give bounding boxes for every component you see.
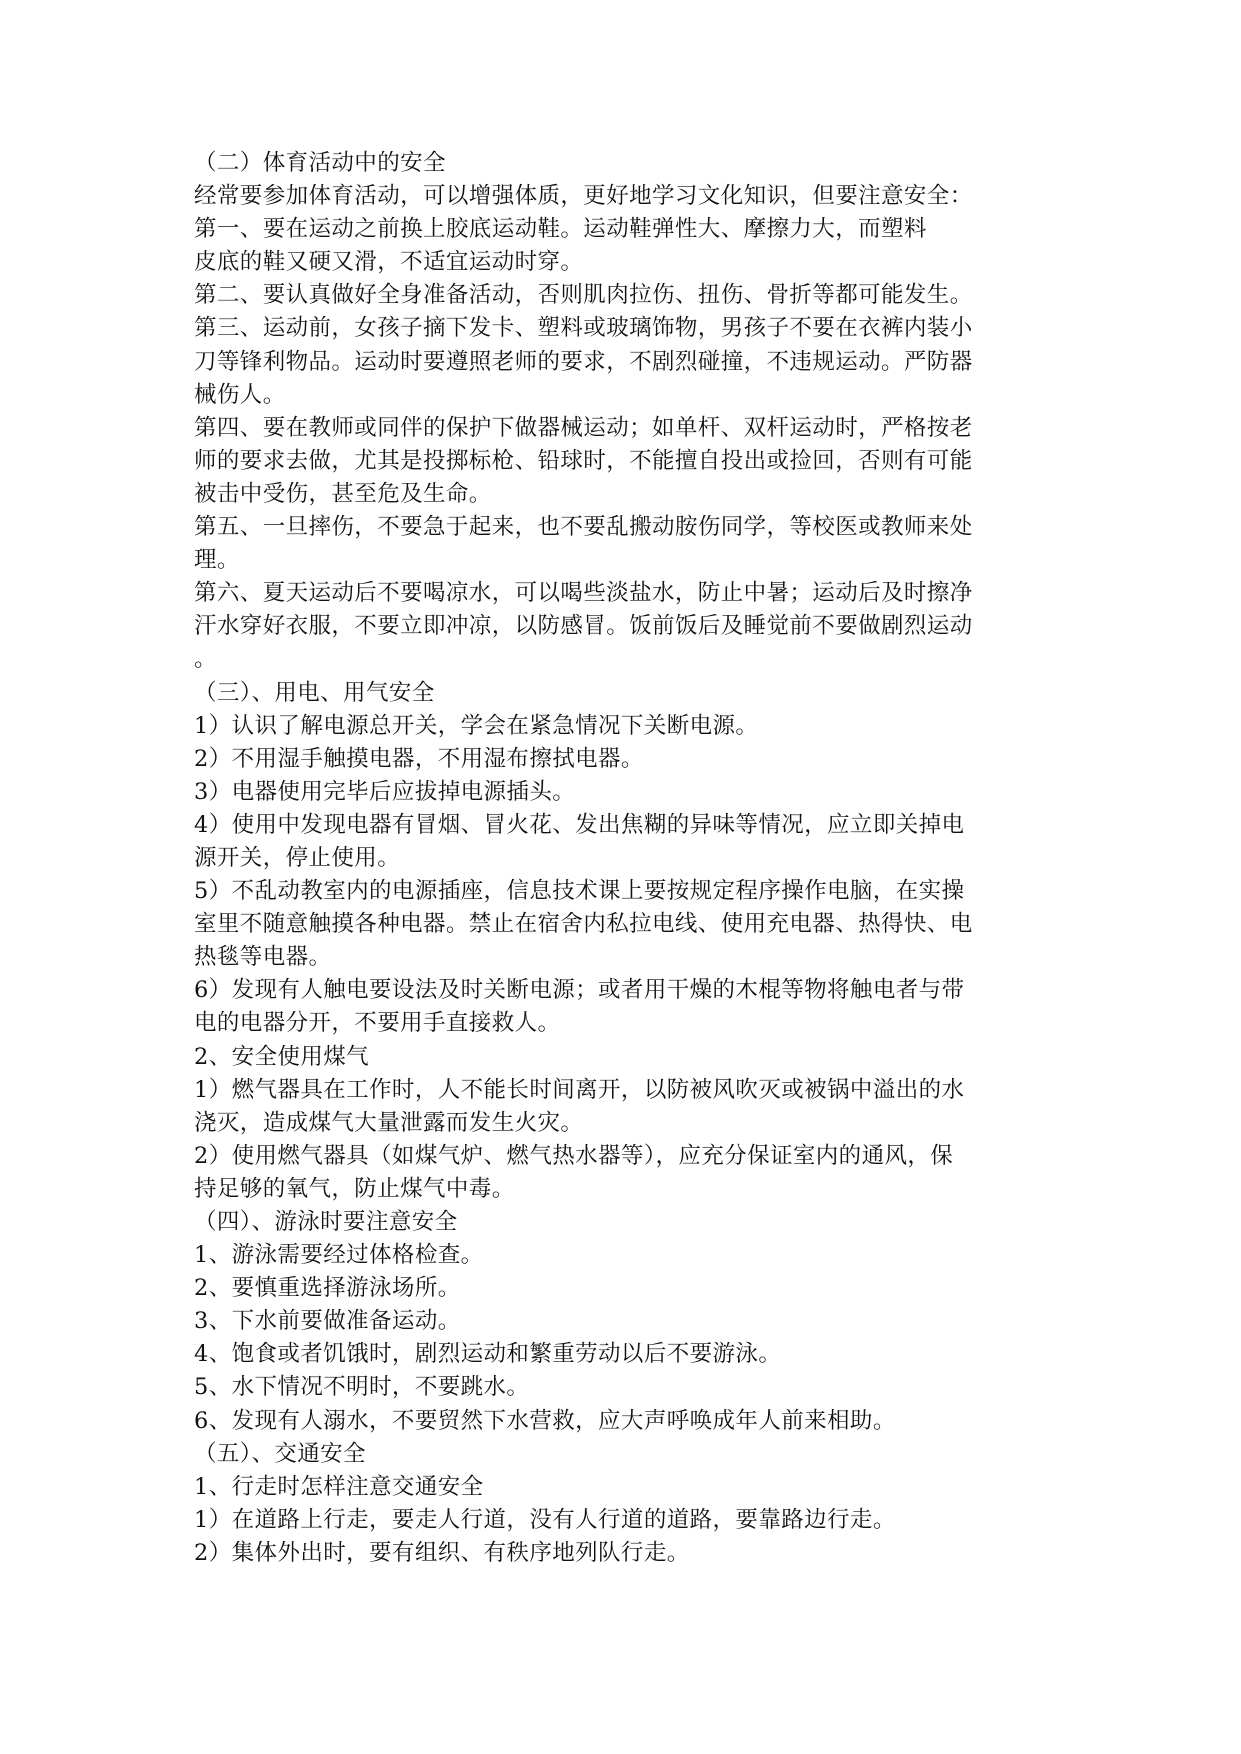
text-line: 第六、夏天运动后不要喝凉水，可以喝些淡盐水，防止中暑；运动后及时擦净 xyxy=(194,580,973,607)
text-line: 4、饱食或者饥饿时，剧烈运动和繁重劳动以后不要游泳。 xyxy=(194,1341,782,1368)
text-line: 2）使用燃气器具（如煤气炉、燃气热水器等），应充分保证室内的通风，保 xyxy=(194,1142,954,1169)
text-line: 3、下水前要做准备运动。 xyxy=(194,1308,461,1335)
text-line: 第一、要在运动之前换上胶底运动鞋。运动鞋弹性大、摩擦力大，而塑料 xyxy=(194,216,927,243)
document-page xyxy=(194,147,1050,1570)
text-line: 皮底的鞋又硬又滑，不适宜运动时穿。 xyxy=(194,249,584,276)
text-line: 热毯等电器。 xyxy=(194,944,332,971)
text-line: 汗水穿好衣服，不要立即冲凉，以防感冒。饭前饭后及睡觉前不要做剧烈运动 xyxy=(194,613,973,640)
text-line: 电的电器分开，不要用手直接救人。 xyxy=(194,1010,561,1037)
text-line: 1）燃气器具在工作时，人不能长时间离开，以防被风吹灭或被锅中溢出的水 xyxy=(194,1076,965,1103)
text-line: 5）不乱动教室内的电源插座，信息技术课上要按规定程序操作电脑，在实操 xyxy=(194,878,965,905)
text-line: 第五、一旦摔伤，不要急于起来，也不要乱搬动胺伤同学，等校医或教师来处 xyxy=(194,514,973,541)
section-heading-swimming-safety: （四）、游泳时要注意安全 xyxy=(194,1209,458,1235)
subsection-heading-gas-use: 2、安全使用煤气 xyxy=(194,1043,370,1070)
text-line: 1）在道路上行走，要走人行道，没有人行道的道路，要靠路边行走。 xyxy=(194,1506,896,1533)
text-line: 4）使用中发现电器有冒烟、冒火花、发出焦糊的异味等情况，应立即关掉电 xyxy=(194,811,965,838)
text-line: 2）集体外出时，要有组织、有秩序地列队行走。 xyxy=(194,1539,690,1566)
text-line: 持足够的氧气，防止煤气中毒。 xyxy=(194,1175,515,1202)
text-line: 第二、要认真做好全身准备活动，否则肌肉拉伤、扭伤、骨折等都可能发生。 xyxy=(194,282,973,309)
section-heading-sports-safety: （二）体育活动中的安全 xyxy=(194,150,446,176)
text-line: 3）电器使用完毕后应拔掉电源插头。 xyxy=(194,778,576,805)
section-heading-electricity-gas-safety: （三）、用电、用气安全 xyxy=(194,679,435,706)
text-line: 械伤人。 xyxy=(194,381,286,408)
text-line: 源开关，停止使用。 xyxy=(194,844,401,871)
text-line: 5、水下情况不明时，不要跳水。 xyxy=(194,1374,530,1401)
text-line: 1、游泳需要经过体格检查。 xyxy=(194,1242,484,1269)
text-line: 经常要参加体育活动，可以增强体质，更好地学习文化知识，但要注意安全： xyxy=(194,183,973,210)
text-line: 室里不随意触摸各种电器。禁止在宿舍内私拉电线、使用充电器、热得快、电 xyxy=(194,911,973,938)
text-line: 理。 xyxy=(194,547,240,574)
subsection-heading-walking: 1、行走时怎样注意交通安全 xyxy=(194,1473,484,1500)
text-line: 刀等锋利物品。运动时要遵照老师的要求，不剧烈碰撞，不违规运动。严防器 xyxy=(194,348,973,375)
text-line: 。 xyxy=(194,646,217,673)
text-line: 第三、运动前，女孩子摘下发卡、塑料或玻璃饰物，男孩子不要在衣裤内装小 xyxy=(194,315,973,342)
text-line: 第四、要在教师或同伴的保护下做器械运动；如单杆、双杆运动时，严格按老 xyxy=(194,414,973,441)
section-heading-traffic-safety: （五）、交通安全 xyxy=(194,1440,366,1467)
text-line: 师的要求去做，尤其是投掷标枪、铅球时，不能擅自投出或捡回，否则有可能 xyxy=(194,447,973,474)
text-line: 浇灭，造成煤气大量泄露而发生火灾。 xyxy=(194,1109,584,1136)
text-line: 6、发现有人溺水，不要贸然下水营救，应大声呼唤成年人前来相助。 xyxy=(194,1407,896,1434)
text-line: 被击中受伤，甚至危及生命。 xyxy=(194,480,492,507)
text-line: 2）不用湿手触摸电器，不用湿布擦拭电器。 xyxy=(194,745,644,772)
text-line: 2、要慎重选择游泳场所。 xyxy=(194,1275,461,1302)
text-line: 1）认识了解电源总开关，学会在紧急情况下关断电源。 xyxy=(194,712,759,739)
text-line: 6）发现有人触电要设法及时关断电源；或者用干燥的木棍等物将触电者与带 xyxy=(194,977,965,1004)
